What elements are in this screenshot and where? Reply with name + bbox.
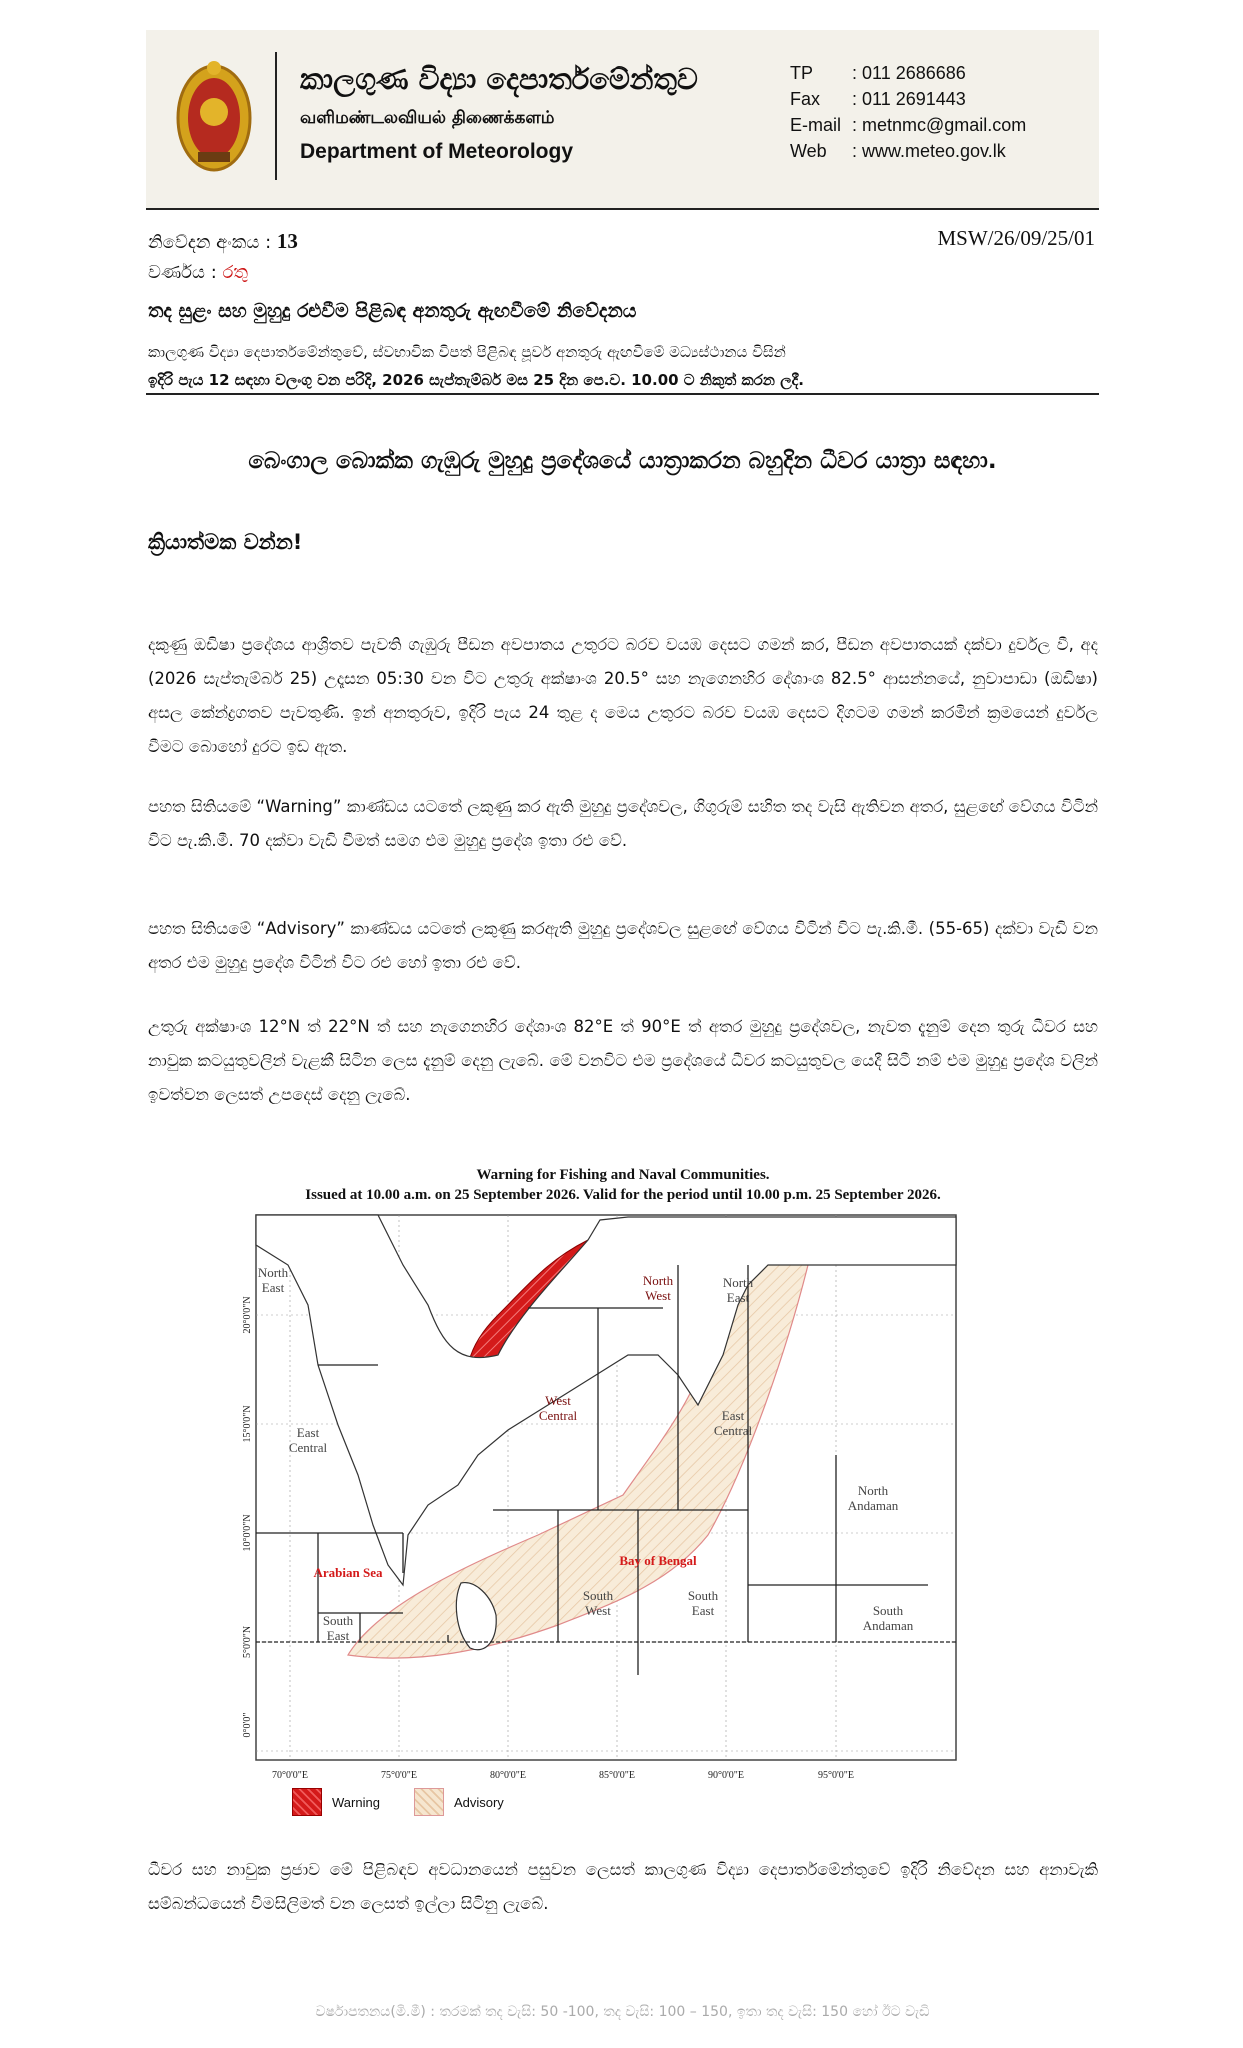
legend-advisory-label: Advisory	[453, 1794, 504, 1810]
region-label-ec-east: East Central	[713, 1408, 753, 1438]
lon-label-90: 90°0'0"E	[708, 1770, 744, 1781]
region-label-line: Andaman	[862, 1618, 914, 1633]
lon-label-75: 75°0'0"E	[381, 1770, 417, 1781]
issuer-text: කාලගුණ විද්‍යා දෙපාර්තමේන්තුවේ, ස්වභාවික විපත් පිළිබඳ පූර්ව අනතුරු ඇඟවීමේ මධ්‍යස්ථානය විසින් ඉදිරි පැය 12 සඳහා වලංගු වන පරිදි, 2026 සැප්තැම්බර් මස 25 දින පෙ.ව. 10.00 ට නිකුත් කරන ලදී.	[148, 343, 805, 389]
region-label-nw-bay: North West	[642, 1273, 674, 1303]
contact-fax: Fax : 011 2691443	[790, 89, 966, 109]
reference-number: MSW/26/09/25/01	[937, 226, 1095, 250]
contact-email[interactable]: E-mail : metnmc@gmail.com	[790, 115, 1027, 135]
lon-label-85: 85°0'0"E	[599, 1770, 635, 1781]
section-rule	[146, 393, 1099, 395]
dept-name-tamil: வளிமண்டலவியல் திணைக்களம்	[300, 108, 555, 128]
region-label-line: Andaman	[847, 1498, 899, 1513]
region-label-line: Central	[288, 1440, 328, 1455]
dept-name-english: Department of Meteorology	[300, 140, 574, 163]
region-label-se-east: South East	[687, 1588, 719, 1618]
legend-warning-swatch	[292, 1788, 322, 1816]
lat-label-5: 5°0'0"N	[242, 1625, 253, 1659]
notice-number: නිවේදන අංකය : 13	[148, 229, 298, 253]
headline: බෙංගාල බොක්ක ගැඹුරු මුහුදු ප්‍රදේශයේ යාත්‍රාකරන බහුදින ධීවර යාත්‍රා සඳහා.	[248, 448, 997, 474]
notice-meta	[148, 226, 298, 288]
region-label-arabian-sea: Arabian Sea	[313, 1565, 383, 1580]
legend-advisory-swatch	[414, 1788, 444, 1816]
notice-category: වර්ණය : රතු	[148, 262, 248, 283]
region-label-sw: South West	[582, 1588, 614, 1618]
lon-label-70: 70°0'0"E	[272, 1770, 308, 1781]
region-label-ne-east: North East	[722, 1275, 754, 1305]
sri-lanka-emblem-icon	[168, 52, 260, 178]
contact-web[interactable]: Web : www.meteo.gov.lk	[790, 141, 1006, 161]
warning-map	[228, 1205, 1028, 1785]
region-label-s-andaman: South Andaman	[862, 1603, 914, 1633]
region-label-ne-west: North East	[257, 1265, 289, 1295]
header-rule	[146, 208, 1099, 210]
paragraph-4: උතුරු අක්ෂාංශ 12°N ත් 22°N ත් සහ නැගෙනහිර දේශාංශ 82°E ත් 90°E ත් අතර මුහුදු ප්‍රදේශවල, නැවත දැනුම් දෙන තුරු ධීවර සහ නාවුක කටයුතුවලින් වැළකී සිටින ලෙස දැනුම් දෙනු ලැබේ. මේ වනවිට එම ප්‍රදේශයේ ධීවර කටයුතුවල යෙදී සිටී නම් එම මුහුදු ප්‍රදේශ වලින් ඉවත්වන ලෙසත් උපදෙස් දෙනු ලැබේ.	[148, 1017, 1098, 1104]
lon-label-80: 80°0'0"E	[490, 1770, 526, 1781]
region-label-se-west: South East	[322, 1613, 354, 1643]
lon-label-95: 95°0'0"E	[818, 1770, 854, 1781]
lat-label-15: 15°0'0"N	[242, 1405, 253, 1443]
paragraph-5: ධීවර සහ නාවුක ප්‍රජාව මේ පිළිබඳව අවධානයෙන් පසුවන ලෙසත් කාලගුණ විද්‍යා දෙපාර්තමේන්තුවේ ඉදිරි නිවේදන සහ අනාවැකි සම්බන්ධයෙන් විමසිලිමත් වන ලෙසත් ඉල්ලා සිටිනු ලැබේ.	[148, 1860, 1098, 1913]
region-label-line: East	[691, 1603, 715, 1618]
legend-warning-label: Warning	[332, 1794, 380, 1810]
paragraph-1: දකුණු ඔඩිෂා ප්‍රදේශය ආශ්‍රිතව පැවති ගැඹුරු පීඩන අවපාතය උතුරට බරව වයඹ දෙසට ගමන් කර, පීඩන අවපාතයක් දක්වා දුර්වල වී, අද (2026 සැප්තැම්බර් 25) උදෑසන 05:30 වන විට උතුරු අක්ෂාංශ 20.5° සහ නැගෙනහිර දේශාංශ 82.5° ආසන්නයේ, නුවාපාඩා (ඔඩිෂා) අසල කේන්ද්‍රගතව පැවතුණි. ඉන් අනතුරුව, ඉදිරි පැය 24 තුළ ද මෙය උතුරට බරව වයඹ දෙසට දිගටම ගමන් කරමින් ක්‍රමයෙන් දුර්වල වීමට බොහෝ දුරට ඉඩ ඇත.	[148, 635, 1098, 756]
paragraph-2: පහත සිතියමේ “Warning” කාණ්ඩය යටතේ ලකුණු කර ඇති මුහුදු ප්‍රදේශවල, ගිගුරුම් සහිත තද වැසි ඇතිවන අතර, සුළඟේ වේගය විටින් විට පැ.කි.මී. 70 දක්වා වැඩි වීමත් සමග එම මුහුදු ප්‍රදේශ ඉතා රළු වේ.	[148, 797, 1098, 850]
action-text: ක්‍රියාත්මක වන්න!	[148, 530, 303, 554]
contact-block	[790, 60, 1026, 164]
region-label-bay-of-bengal: Bay of Bengal	[619, 1553, 697, 1568]
region-label-ec-west: East Central	[288, 1425, 328, 1455]
paragraph-3: පහත සිතියමේ “Advisory” කාණ්ඩය යටතේ ලකුණු කරඇති මුහුදු ප්‍රදේශවල සුළඟේ වේගය විටින් විට පැ.කි.මී. (55-65) දක්වා වැඩි වන අතර එම මුහුදු ප්‍රදේශ විටින් විට රළු හෝ ඉතා රළු වේ.	[148, 919, 1098, 972]
map-legend	[292, 1788, 504, 1816]
lat-label-10: 10°0'0"N	[242, 1514, 253, 1552]
region-label-line: West	[645, 1288, 671, 1303]
region-label-line: East	[261, 1280, 285, 1295]
header-divider	[275, 52, 277, 180]
rainfall-footer: වර්ෂාපතනය(මි.මී) : තරමක් තද වැසි: 50 -100, තද වැසි: 100 – 150, ඉතා තද වැසි: 150 හෝ ඊට වැඩි	[315, 2004, 930, 2020]
dept-name-sinhala: කාලගුණ විද්‍යා දෙපාර්තමේන්තුව	[300, 62, 698, 96]
lat-label-20: 20°0'0"N	[242, 1296, 253, 1334]
region-label-line: Central	[538, 1408, 578, 1423]
region-label-line: Central	[713, 1423, 753, 1438]
notice-title: තද සුළං සහ මුහුදු රළුවීම පිළිබඳ අනතුරු ඇඟවීමේ නිවේදනය	[148, 300, 637, 322]
region-label-line: West	[585, 1603, 611, 1618]
map-title: Warning for Fishing and Naval Communities. Issued at 10.00 a.m. on 25 September 2026. Valid for the period until 10.00 p.m. 25 September 2026.	[305, 1167, 941, 1203]
region-label-line: East	[726, 1290, 750, 1305]
region-label-wc-bay: West Central	[538, 1393, 578, 1423]
region-label-n-andaman: North Andaman	[847, 1483, 899, 1513]
lat-label-0: 0°0'0"	[242, 1712, 253, 1738]
contact-tp: TP : 011 2686686	[790, 63, 966, 83]
region-label-line: East	[326, 1628, 350, 1643]
